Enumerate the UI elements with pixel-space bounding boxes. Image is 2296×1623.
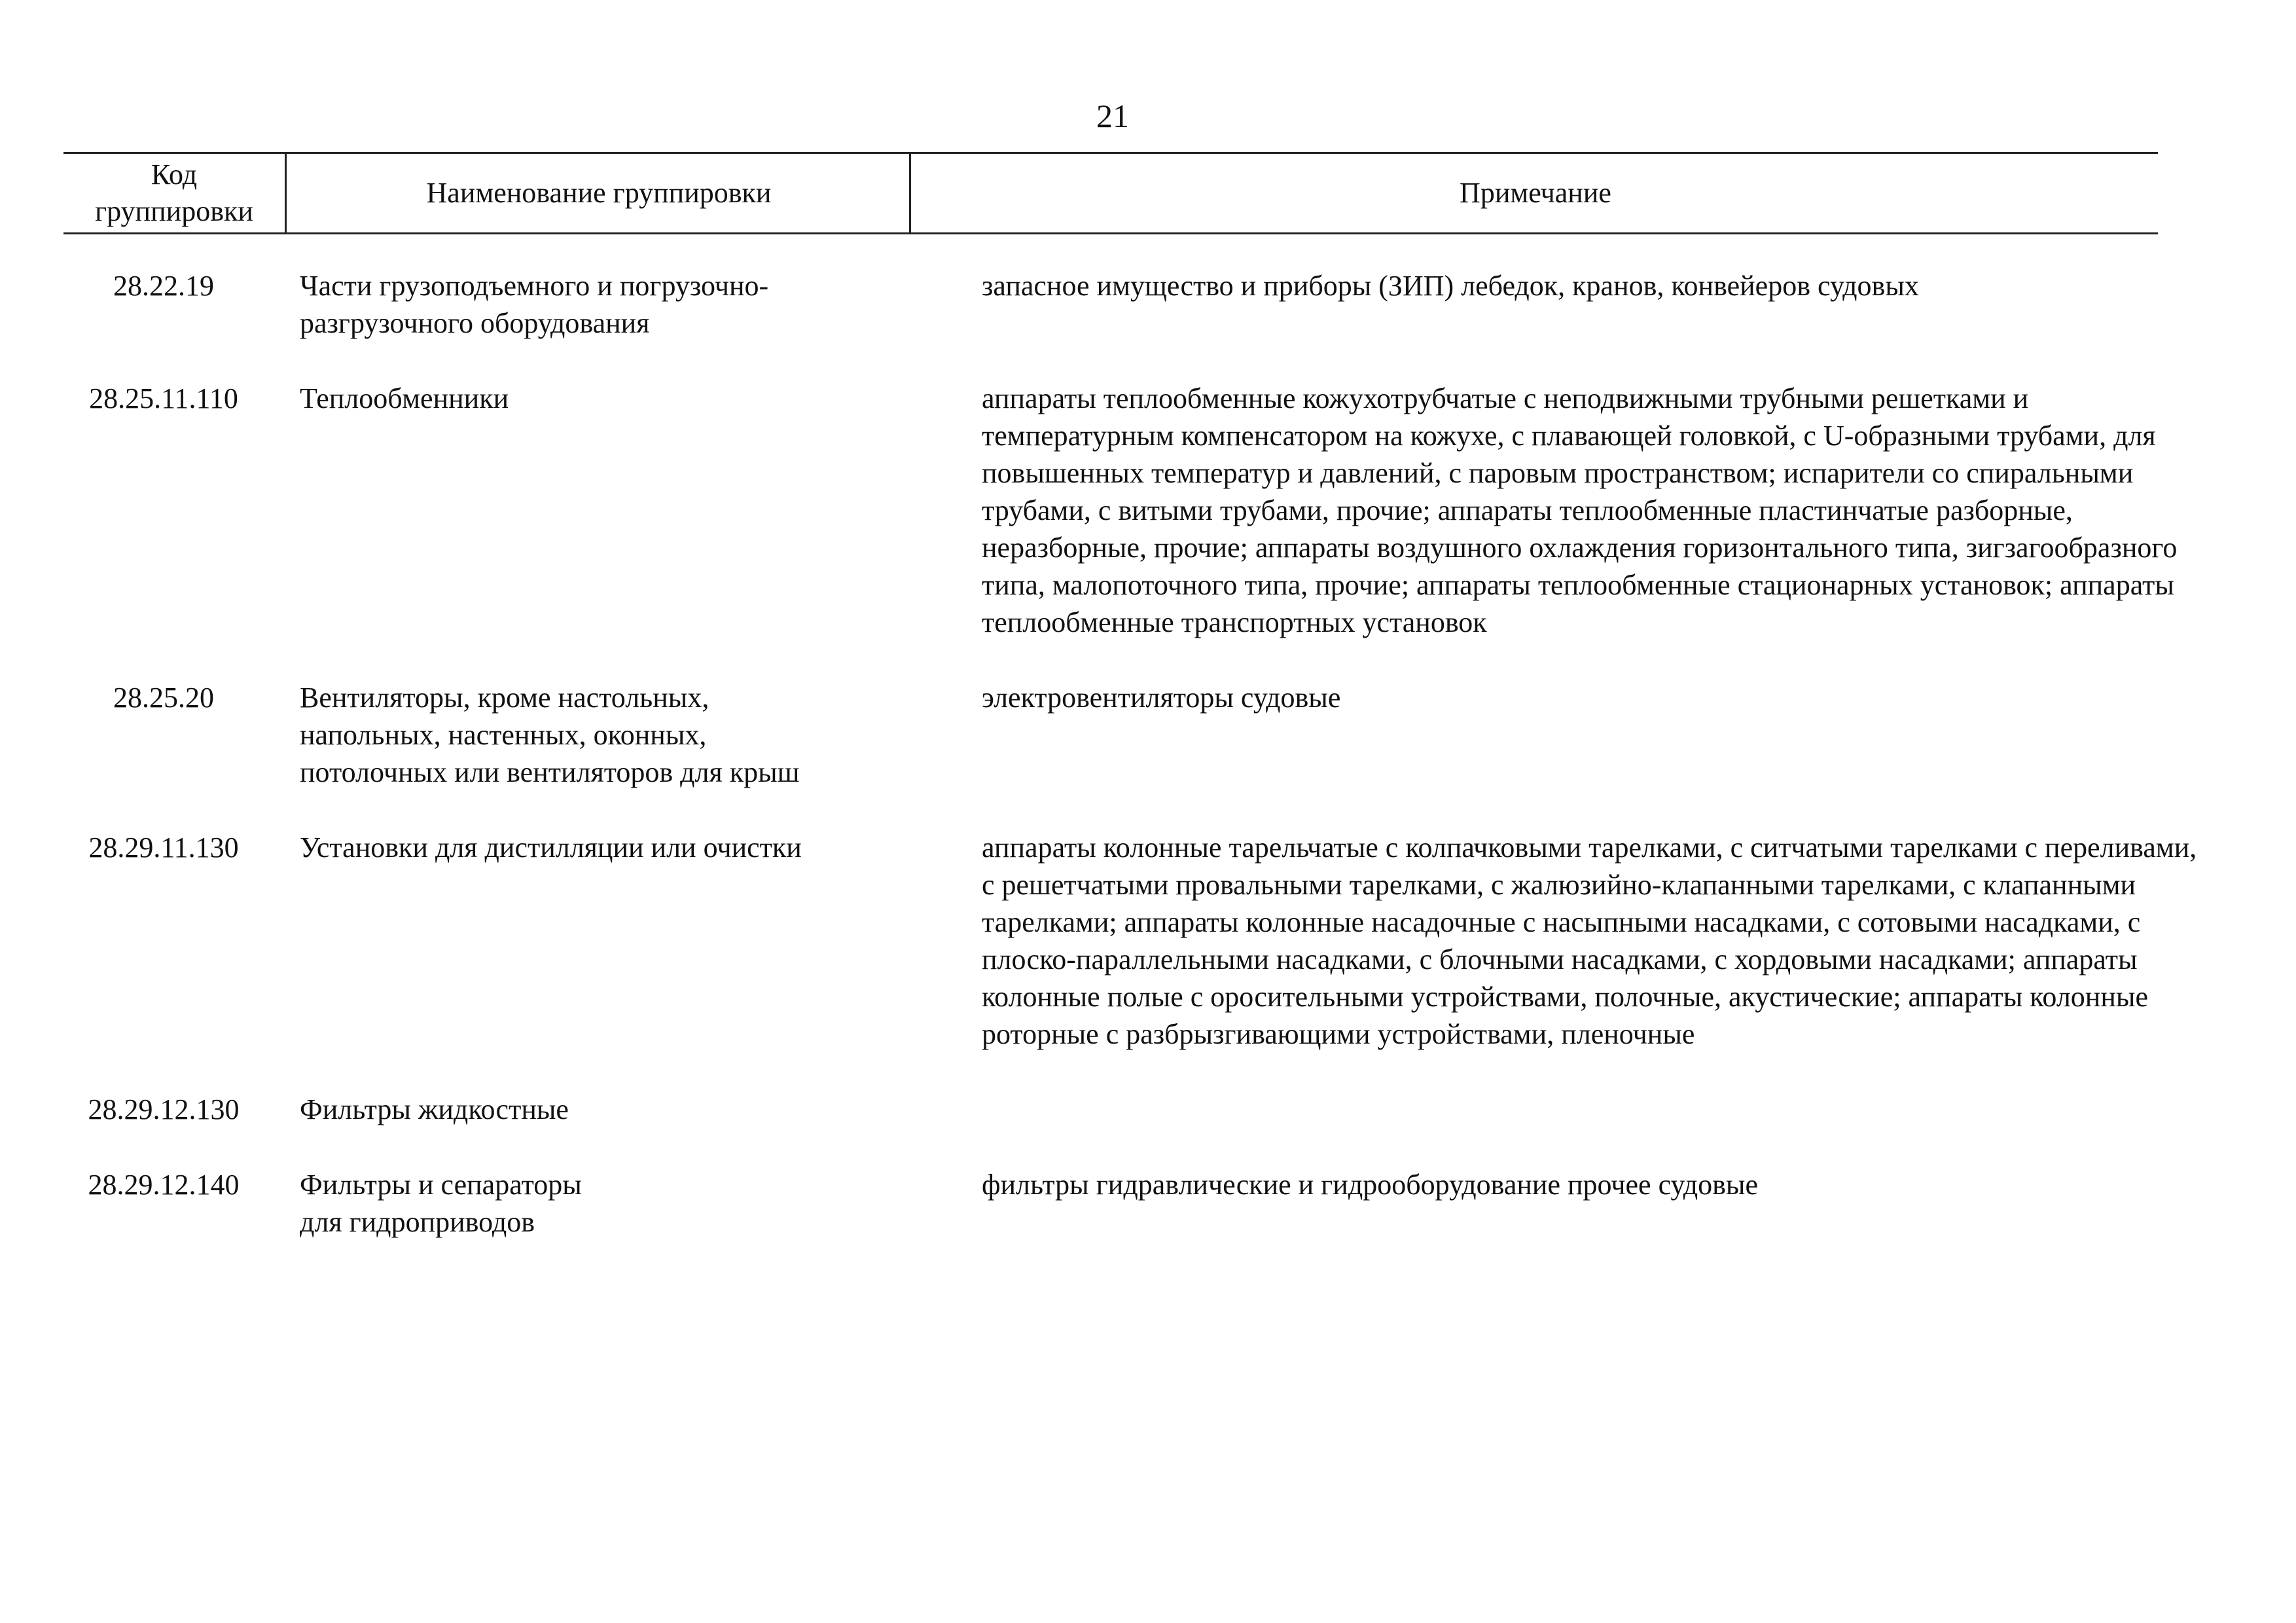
row-name: Фильтры жидкостные: [300, 1093, 569, 1125]
row-code: 28.29.12.130: [88, 1093, 240, 1125]
row-note: аппараты теплообменные кожухотрубчатые с неподвижными трубными решетками и температурным компенсатором на кожухе, с плавающей головкой, с U-образными трубами, для повышенных температур и давлений, с паровым пространством; испарители со спиральными трубами, с витыми трубами, прочие; аппараты теплообменные пластинчатые разборные, неразборные, прочие; аппараты воздушного охлаждения горизонтального типа, зигзагообразного типа, малопоточного типа, прочие; аппараты теплообменные стационарных установок; аппараты теплообменные транспортных установок: [982, 382, 2178, 638]
table-row: [63, 1091, 2158, 1128]
row-code: 28.25.20: [113, 682, 214, 714]
header-note: [909, 154, 2160, 232]
row-name: Установки для дистилляции или очистки: [300, 831, 802, 864]
header-code: [63, 154, 285, 232]
row-note: аппараты колонные тарельчатые с колпачковыми тарелками, с ситчатыми тарелками с переливами, с решетчатыми провальными тарелками, с жалюзийно-клапанными тарелками, с клапанными тарелками; аппараты колонные насадочные с насыпными насадками, с сотовыми насадками, с плоско-параллельными насадками, с блочными насадками, с хордовыми насадками; аппараты колонные полые с оросительными устройствами, полочные, акустические; аппараты колонные роторные с разбрызгивающими устройствами, пленочные: [982, 831, 2197, 1050]
row-name: Части грузоподъемного и погрузочно- разгрузочного оборудования: [300, 270, 769, 339]
row-code: 28.22.19: [113, 270, 214, 302]
row-name: Теплообменники: [300, 382, 509, 414]
row-note: фильтры гидравлические и гидрооборудование прочее судовые: [982, 1169, 1759, 1201]
page-number: 21: [1096, 98, 1129, 134]
classification-table: [63, 152, 2197, 1238]
header-name: [285, 154, 911, 232]
table-row: [63, 829, 2197, 1053]
row-code: 28.29.12.140: [88, 1169, 240, 1201]
table-row: [63, 380, 2178, 641]
row-code: 28.25.11.110: [89, 382, 238, 414]
row-note: запасное имущество и приборы (ЗИП) лебедок, кранов, конвейеров судовых: [982, 270, 1919, 302]
header-note-label: Примечание: [1460, 177, 1611, 209]
row-note: электровентиляторы судовые: [982, 682, 1341, 714]
row-name: Фильтры и сепараторы для гидроприводов: [300, 1169, 582, 1238]
table-row: [63, 1166, 2158, 1241]
table-row: [63, 679, 2158, 791]
table-row: [63, 267, 2158, 342]
row-name: Вентиляторы, кроме настольных, напольных, настенных, оконных, потолочных или вентиляторов для крыш: [300, 682, 800, 788]
header-code-label: Код группировки: [95, 158, 253, 227]
header-name-label: Наименование группировки: [426, 177, 772, 209]
row-code: 28.29.11.130: [88, 831, 239, 864]
table-body: [63, 267, 2197, 1279]
table-header: [63, 152, 2158, 234]
row-note: [982, 1091, 2199, 1128]
